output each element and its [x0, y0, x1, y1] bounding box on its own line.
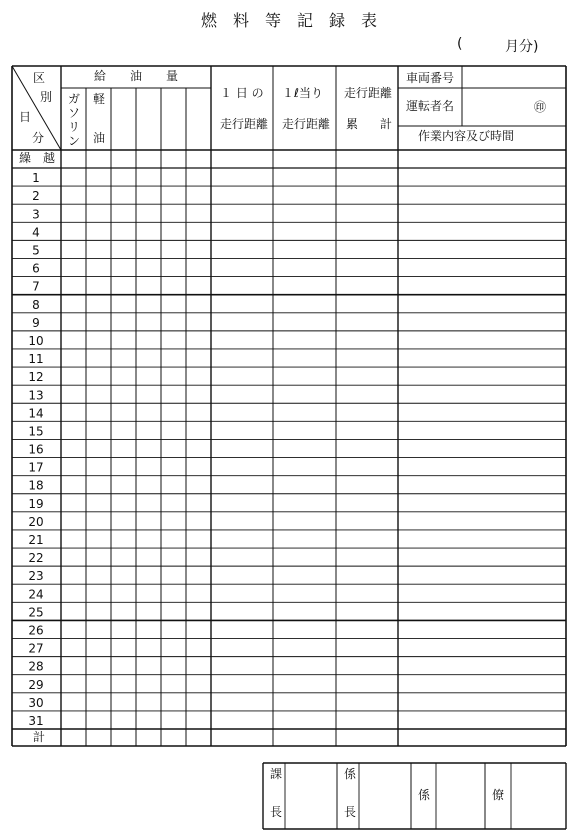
stamp-ryo: 僚: [492, 788, 505, 802]
day-label: 22: [28, 551, 44, 566]
day-label: 1: [32, 171, 40, 186]
day-label: 5: [32, 243, 40, 258]
month-suffix: 月分): [505, 39, 539, 55]
header-gasoline-2: ソ: [68, 106, 81, 120]
header-cum-1: 走行距離: [344, 86, 393, 100]
day-label: 24: [28, 587, 44, 602]
day-label: 4: [32, 225, 40, 240]
header-daily-1: １ 日 の: [220, 86, 264, 100]
stamp-kacho-1: 課: [270, 767, 283, 781]
work-label: 作業内容及び時間: [418, 129, 515, 143]
day-label: 14: [28, 406, 44, 421]
day-labels: [28, 171, 43, 728]
day-label: 28: [28, 659, 44, 674]
seal-mark: ㊞: [534, 100, 547, 114]
day-label: 6: [32, 261, 40, 276]
header-perl-1: １ℓ当り: [282, 86, 323, 100]
day-label: 13: [28, 388, 44, 403]
day-label: 18: [28, 478, 44, 493]
header-cum-2b: 計: [380, 117, 393, 131]
header-kubun: 区: [33, 71, 46, 85]
total-label: 計: [33, 730, 46, 744]
day-label: 7: [32, 279, 40, 294]
header-kyuyuryo: 給 油 量: [94, 69, 179, 83]
header-gasoline-3: リ: [68, 120, 81, 134]
header-hi: 日: [19, 110, 32, 124]
day-label: 11: [28, 352, 44, 367]
day-label: 2: [32, 189, 40, 204]
day-label: 31: [28, 714, 44, 728]
day-label: 23: [28, 569, 44, 584]
header-gasoline-4: ン: [68, 134, 81, 148]
header-keiyu-1: 軽: [93, 92, 106, 106]
day-label: 25: [28, 605, 44, 620]
day-label: 10: [28, 333, 44, 348]
stamp-kacho-2: 長: [270, 805, 283, 819]
header-keiyu-2: 油: [93, 131, 106, 145]
header-daily-2: 走行距離: [220, 117, 269, 131]
vehicle-no-label: 車両番号: [406, 71, 455, 85]
header-perl-2: 走行距離: [282, 117, 331, 131]
day-label: 29: [28, 677, 44, 692]
day-label: 12: [28, 370, 44, 385]
day-label: 16: [28, 442, 44, 457]
header-betsu: 別: [40, 90, 53, 104]
month-open-paren: (: [457, 36, 463, 52]
stamp-kakaricho-2: 長: [344, 805, 357, 819]
stamp-kakaricho-1: 係: [344, 767, 357, 781]
day-label: 26: [28, 623, 44, 638]
page-title: 燃 料 等 記 録 表: [200, 11, 377, 30]
header-cum-2a: 累: [346, 117, 359, 131]
day-label: 17: [28, 460, 44, 475]
carry-label: 繰 越: [19, 151, 56, 165]
table-grid: [12, 66, 566, 746]
day-label: 8: [32, 297, 40, 312]
day-label: 15: [28, 424, 44, 439]
day-label: 21: [28, 533, 44, 548]
header-bun: 分: [32, 131, 45, 145]
day-label: 30: [28, 695, 44, 710]
stamp-kakari: 係: [418, 788, 431, 802]
day-label: 9: [32, 315, 40, 330]
day-label: 19: [28, 496, 44, 511]
header-gasoline-1: ガ: [68, 92, 81, 106]
driver-label: 運転者名: [406, 99, 455, 113]
day-label: 27: [28, 641, 44, 656]
day-label: 3: [32, 207, 40, 222]
stamp-box: [263, 763, 566, 829]
day-label: 20: [28, 514, 44, 529]
